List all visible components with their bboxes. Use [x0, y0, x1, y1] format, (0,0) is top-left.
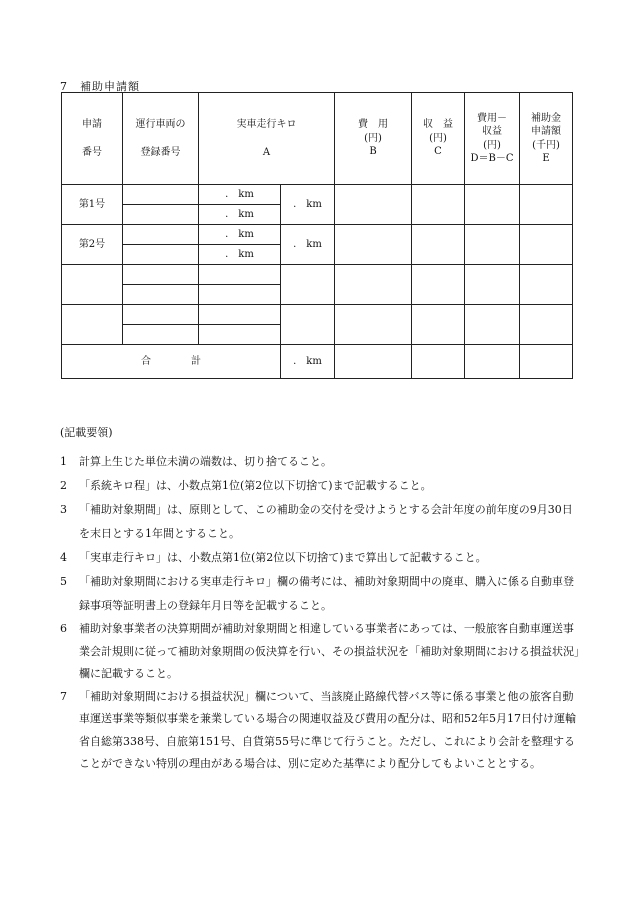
note-item: 2 「系統キロ程」は、小数点第1位(第2位以下切捨て)まで記載すること。 [60, 479, 432, 492]
subsidy-cell [520, 225, 573, 265]
total-km-cell: . km [281, 345, 335, 379]
header-cost: 費 用 (円) B [335, 93, 412, 185]
km-cell [199, 305, 281, 325]
cost-cell [335, 185, 412, 225]
table-row [62, 185, 573, 205]
total-diff-cell [465, 345, 520, 379]
header-actual-km: 実車走行キロ A [199, 93, 335, 185]
km-cell: . km [199, 245, 281, 265]
revenue-cell [412, 305, 465, 345]
diff-cell [465, 305, 520, 345]
header-reg-no: 運行車両の 登録番号 [123, 93, 199, 185]
km-cell [199, 265, 281, 285]
table-row [62, 225, 573, 245]
km-subtotal-cell: . km [281, 225, 335, 265]
row-label [62, 305, 123, 345]
diff-cell [465, 265, 520, 305]
subsidy-cell [520, 265, 573, 305]
diff-cell [465, 225, 520, 265]
km-cell: . km [199, 225, 281, 245]
reg-no-cell [123, 185, 199, 205]
row-label [62, 265, 123, 305]
reg-no-cell [123, 245, 199, 265]
subsidy-cell [520, 185, 573, 225]
header-revenue: 収 益 (円) C [412, 93, 465, 185]
note-item: 5 「補助対象期間における実車走行キロ」欄の備考には、補助対象期間中の廃車、購入に係る自動車登録事項等証明書上の登録年月日等を記載すること。 [60, 575, 574, 612]
note-item: 3 「補助対象期間」は、原則として、この補助金の交付を受けようとする会計年度の前年度の9月30日を末日とする1年間とすること。 [60, 503, 573, 540]
revenue-cell [412, 225, 465, 265]
table-row [62, 265, 573, 285]
cost-cell [335, 225, 412, 265]
note-item: 7 「補助対象期間における損益状況」欄について、当該廃止路線代替バス等に係る事業と他の旅客自動車運送事業等類似事業を兼業している場合の関連収益及び費用の配分は、昭和52年5月17日付け運輸省自総第338号、自旅第151号、自貨第55号に準じて行うこと。ただし、これにより会計を整理することができない特別の理由がある場合は、別に定めた基準により配分してもよいこととする。 [60, 689, 576, 770]
km-subtotal-cell [281, 305, 335, 345]
subsidy-application-table [61, 92, 573, 379]
reg-no-cell [123, 285, 199, 305]
notes-section [60, 424, 580, 776]
row-label: 第1号 [62, 185, 123, 225]
km-cell: . km [199, 205, 281, 225]
km-cell: . km [199, 185, 281, 205]
cost-cell [335, 265, 412, 305]
total-subsidy-cell [520, 345, 573, 379]
section-title: 7 補助申請額 [60, 80, 140, 93]
total-label: 合 計 [62, 345, 281, 379]
revenue-cell [412, 185, 465, 225]
km-subtotal-cell [281, 265, 335, 305]
row-label: 第2号 [62, 225, 123, 265]
note-item: 1 計算上生じた単位未満の端数は、切り捨てること。 [60, 455, 332, 468]
revenue-cell [412, 265, 465, 305]
total-cost-cell [335, 345, 412, 379]
total-revenue-cell [412, 345, 465, 379]
km-subtotal-cell: . km [281, 185, 335, 225]
diff-cell [465, 185, 520, 225]
note-item: 6 補助対象事業者の決算期間が補助対象期間と相違している事業者にあっては、一般旅客自動車運送事業会計規則に従って補助対象期間の仮決算を行い、その損益状況を「補助対象期間における損益状況」欄に記載すること。 [60, 622, 580, 680]
total-row [62, 345, 573, 379]
subsidy-cell [520, 305, 573, 345]
cost-cell [335, 305, 412, 345]
table-row [62, 305, 573, 325]
header-app-no: 申請 番号 [62, 93, 123, 185]
km-cell [199, 325, 281, 345]
reg-no-cell [123, 305, 199, 325]
reg-no-cell [123, 265, 199, 285]
km-cell [199, 285, 281, 305]
header-subsidy: 補助金 申請額 (千円) E [520, 93, 573, 185]
notes-title: (記載要領) [60, 426, 113, 439]
reg-no-cell [123, 205, 199, 225]
header-diff: 費用－ 収益 (円) D＝B－C [465, 93, 520, 185]
note-item: 4 「実車走行キロ」は、小数点第1位(第2位以下切捨て)まで算出して記載すること。 [60, 551, 487, 564]
reg-no-cell [123, 225, 199, 245]
reg-no-cell [123, 325, 199, 345]
table-header-row [62, 93, 573, 185]
